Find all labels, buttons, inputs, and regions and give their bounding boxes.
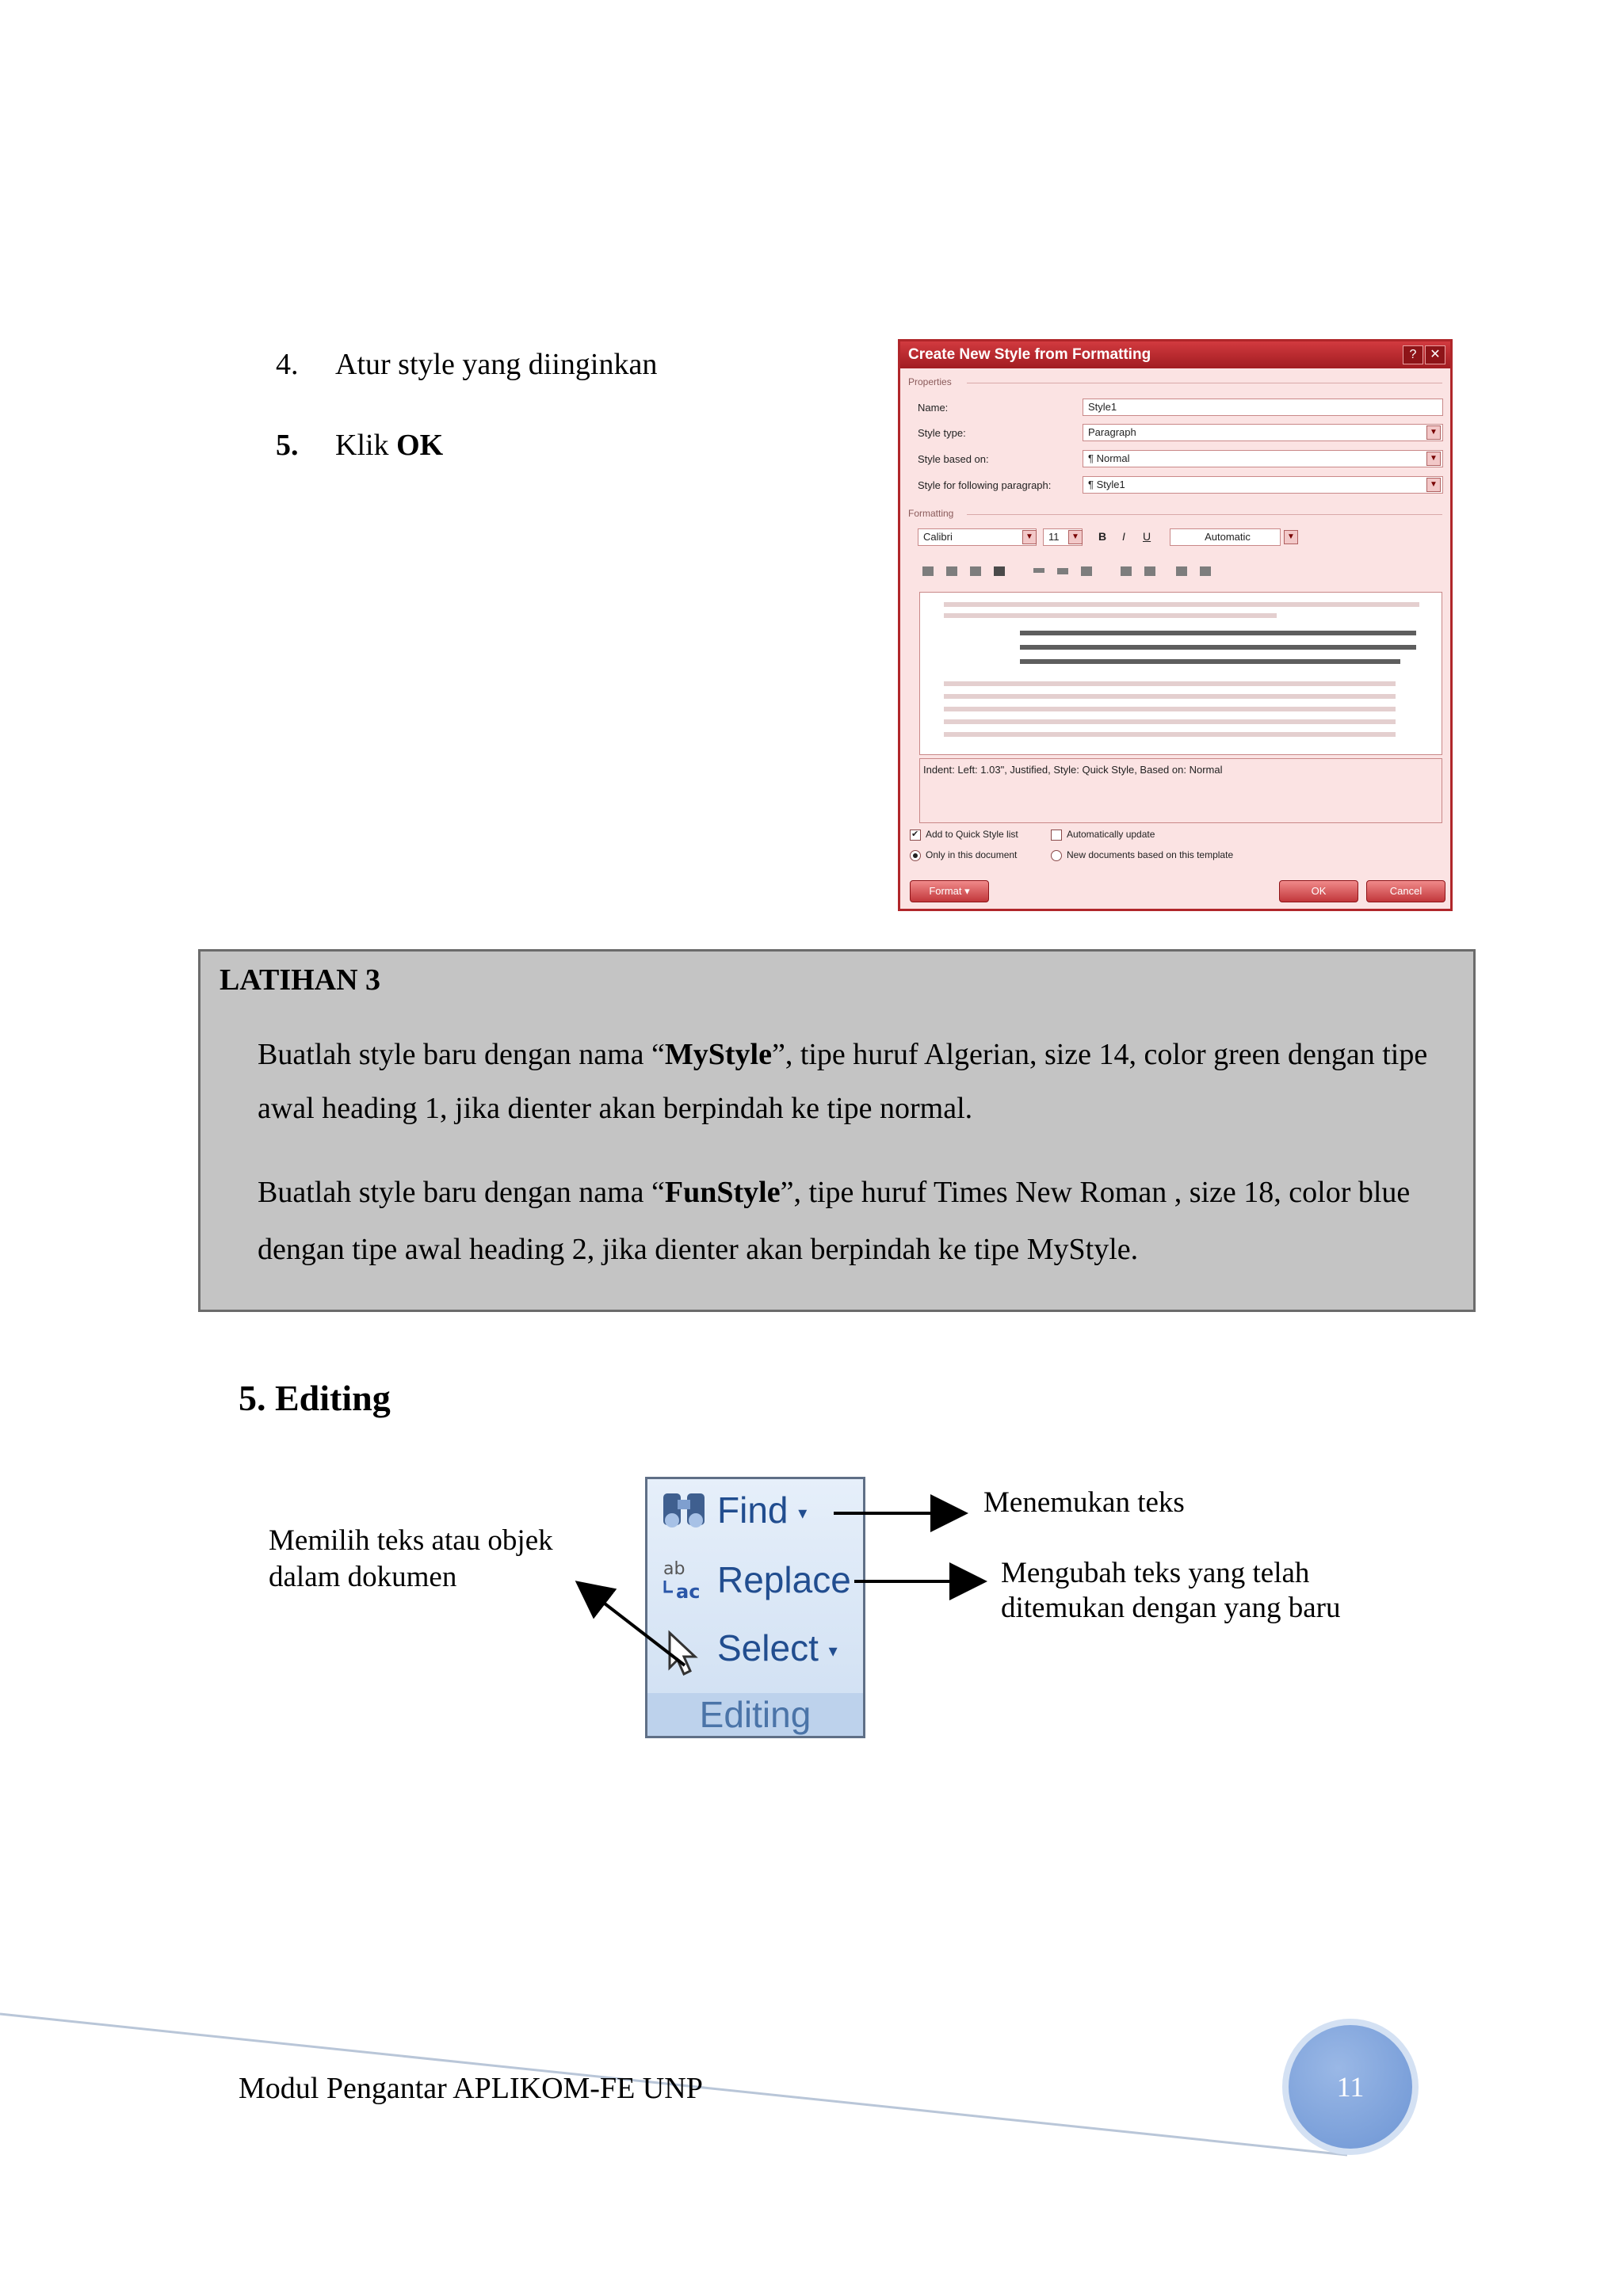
- new-docs-label: New documents based on this template: [1067, 849, 1234, 860]
- latihan-p1-pre: Buatlah style baru dengan nama “: [258, 1038, 665, 1071]
- page-number: 11: [1289, 2025, 1412, 2149]
- latihan-p2-post: ”, tipe huruf Times New Roman , size 18, color blue: [780, 1176, 1411, 1209]
- select-description-line1: Memilih teks atau objek: [269, 1524, 553, 1557]
- latihan-p1-post: ”, tipe huruf Algerian, size 14, color green dengan tipe: [771, 1038, 1428, 1071]
- latihan-title: LATIHAN 3: [220, 963, 381, 997]
- font-select[interactable]: Calibri: [918, 528, 1037, 546]
- step-5-bold: OK: [396, 429, 444, 462]
- replace-button[interactable]: Replace: [717, 1559, 851, 1600]
- select-description: [269, 1523, 553, 1596]
- footer-text: Modul Pengantar APLIKOM-FE UNP: [239, 2072, 703, 2105]
- chevron-down-icon[interactable]: ▼: [1426, 452, 1441, 466]
- only-doc-label: Only in this document: [926, 849, 1018, 860]
- latihan-p1-line2: awal heading 1, jika dienter akan berpindah ke tipe normal.: [258, 1092, 973, 1125]
- properties-section-label: Properties: [908, 376, 952, 387]
- select-description-line2: dalam dokumen: [269, 1561, 457, 1593]
- name-input[interactable]: Style1: [1083, 399, 1443, 416]
- chevron-down-icon[interactable]: ▼: [1284, 530, 1298, 544]
- help-icon[interactable]: ?: [1403, 345, 1423, 364]
- svg-text:ac: ac: [676, 1581, 701, 1603]
- step-5-prefix: Klik: [335, 429, 397, 462]
- chevron-down-icon: ▾: [828, 1640, 838, 1661]
- chevron-down-icon[interactable]: ▼: [1068, 530, 1083, 544]
- replace-description: [1001, 1556, 1340, 1626]
- style-description: Indent: Left: 1.03", Justified, Style: Quick Style, Based on: Normal: [919, 758, 1442, 823]
- cancel-button[interactable]: Cancel: [1366, 880, 1445, 902]
- name-label: Name:: [918, 402, 949, 414]
- chevron-down-icon[interactable]: ▼: [1426, 425, 1441, 440]
- svg-text:ab: ab: [663, 1559, 685, 1579]
- editing-group-caption: Editing: [647, 1693, 863, 1736]
- replace-description-line2: ditemukan dengan yang baru: [1001, 1592, 1341, 1624]
- style-type-select[interactable]: Paragraph: [1083, 424, 1443, 441]
- underline-icon[interactable]: U: [1143, 530, 1151, 543]
- following-label: Style for following paragraph:: [918, 479, 1052, 491]
- step-4-text: Atur style yang diinginkan: [335, 348, 658, 381]
- latihan-p2-pre: Buatlah style baru dengan nama “: [258, 1176, 665, 1209]
- italic-icon[interactable]: I: [1122, 530, 1125, 543]
- chevron-down-icon: ▾: [798, 1502, 808, 1523]
- find-description: Menemukan teks: [983, 1486, 1185, 1519]
- based-on-select[interactable]: ¶ Normal: [1083, 450, 1443, 467]
- chevron-down-icon[interactable]: ▼: [1022, 530, 1037, 544]
- bold-icon[interactable]: B: [1098, 530, 1107, 543]
- find-label: Find: [717, 1489, 789, 1531]
- based-on-label: Style based on:: [918, 453, 989, 465]
- replace-description-line1: Mengubah teks yang telah: [1001, 1557, 1310, 1589]
- select-label: Select: [717, 1627, 819, 1669]
- formatting-section-label: Formatting: [908, 508, 954, 519]
- add-quick-style-checkbox[interactable]: ✔: [910, 830, 921, 841]
- size-select[interactable]: 11: [1043, 528, 1083, 546]
- step-4-number: 4.: [276, 348, 299, 381]
- following-select[interactable]: ¶ Style1: [1083, 476, 1443, 494]
- chevron-down-icon[interactable]: ▼: [1426, 478, 1441, 492]
- latihan-p1-style-name: MyStyle: [664, 1038, 772, 1071]
- close-icon[interactable]: ✕: [1425, 345, 1445, 364]
- dialog-title: Create New Style from Formatting: [908, 346, 1151, 363]
- format-button[interactable]: Format ▾: [910, 880, 989, 902]
- ok-button[interactable]: OK: [1279, 880, 1358, 902]
- latihan-p2-style-name: FunStyle: [664, 1176, 781, 1209]
- step-5-number: 5.: [276, 429, 299, 462]
- latihan-p2-line2: dengan tipe awal heading 2, jika dienter akan berpindah ke tipe MyStyle.: [258, 1233, 1139, 1266]
- section-heading: 5. Editing: [239, 1378, 391, 1418]
- color-select[interactable]: Automatic: [1170, 528, 1281, 546]
- select-arrow: [580, 1585, 685, 1665]
- style-type-label: Style type:: [918, 427, 966, 439]
- add-quick-style-label: Add to Quick Style list: [926, 829, 1018, 840]
- auto-update-label: Automatically update: [1067, 829, 1155, 840]
